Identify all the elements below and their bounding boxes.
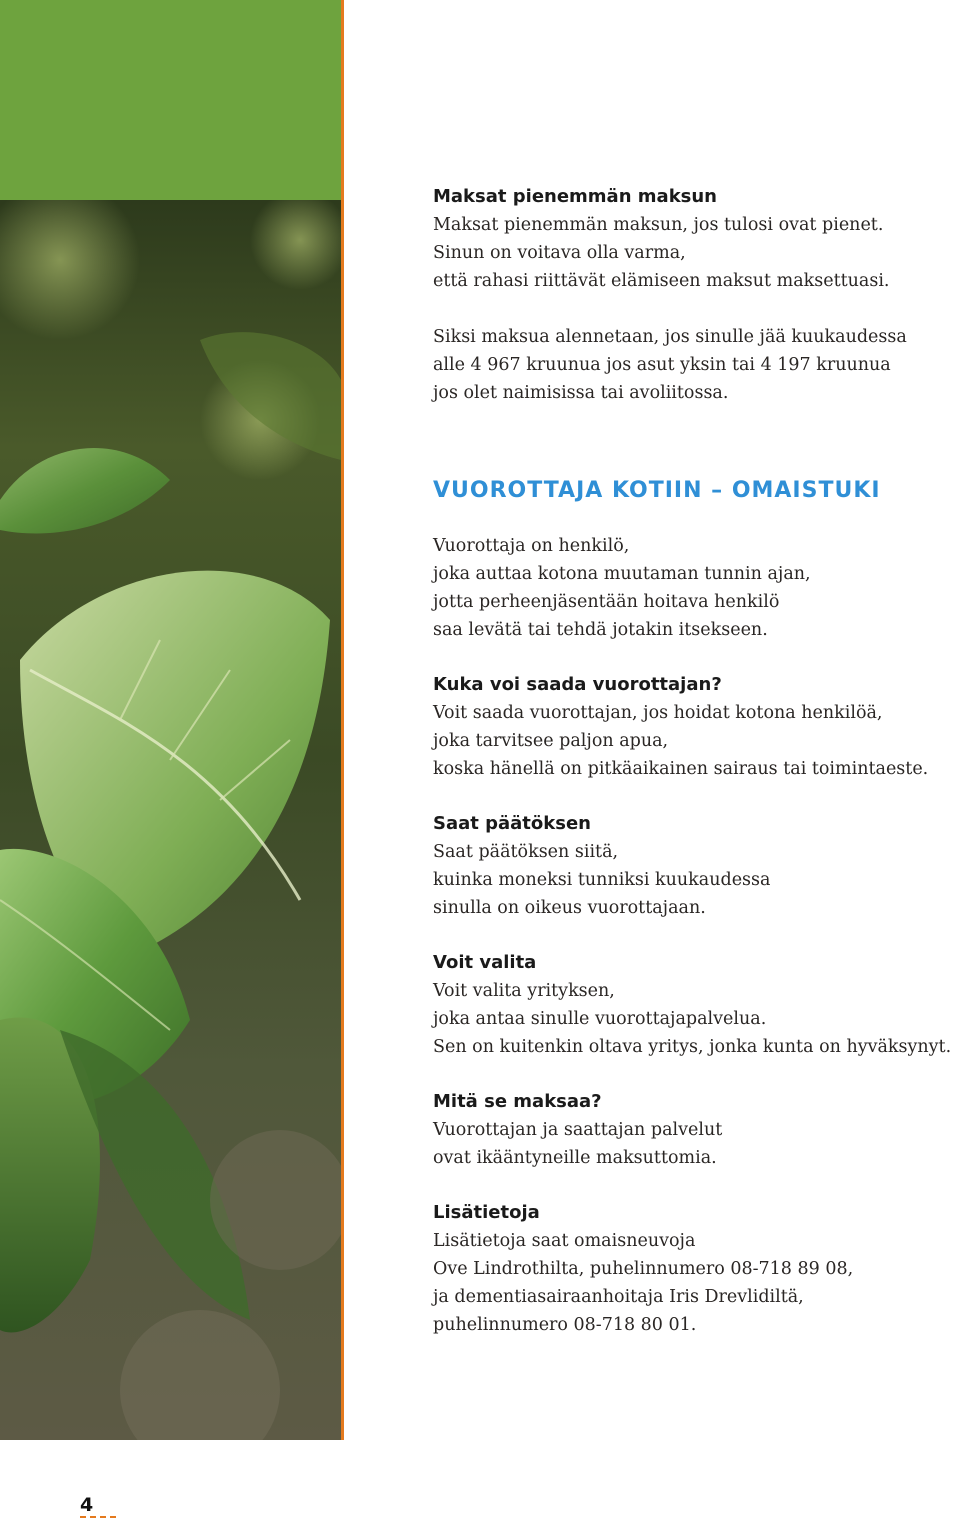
body-line: Siksi maksua alennetaan, jos sinulle jää kuukaudessa [433, 327, 907, 347]
body-line: että rahasi riittävät elämiseen maksut maksettuasi. [433, 271, 890, 291]
section-heading: Voit valita [433, 952, 537, 973]
body-line: joka auttaa kotona muutaman tunnin ajan, [433, 564, 811, 584]
leaf-photo [0, 200, 341, 1440]
body-line: Saat päätöksen siitä, [433, 842, 619, 862]
section-heading: Saat päätöksen [433, 813, 591, 834]
body-line: kuinka moneksi tunniksi kuukaudessa [433, 870, 771, 890]
body-line: jos olet naimisissa tai avoliitossa. [433, 383, 729, 403]
body-line: joka antaa sinulle vuorottajapalvelua. [433, 1009, 767, 1029]
body-line: saa levätä tai tehdä jotakin itsekseen. [433, 620, 768, 640]
body-line: puhelinnumero 08-718 80 01. [433, 1315, 697, 1335]
text-column [433, 183, 953, 1339]
body-line: Voit valita yrityksen, [433, 981, 615, 1001]
page-number: 4 [80, 1494, 94, 1516]
green-header-block [0, 0, 341, 200]
body-line: Sen on kuitenkin oltava yritys, jonka kunta on hyväksynyt. [433, 1037, 952, 1057]
body-line: Vuorottajan ja saattajan palvelut [433, 1120, 723, 1140]
orange-divider [341, 0, 344, 1440]
body-line: Maksat pienemmän maksun, jos tulosi ovat pienet. [433, 215, 884, 235]
body-line: Voit saada vuorottajan, jos hoidat kotona henkilöä, [433, 703, 883, 723]
body-line: Lisätietoja saat omaisneuvoja [433, 1231, 696, 1251]
page-number-underline [80, 1516, 116, 1518]
body-line: Ove Lindrothilta, puhelinnumero 08-718 89 08, [433, 1259, 854, 1279]
body-line: joka tarvitsee paljon apua, [433, 731, 669, 751]
section-heading: Kuka voi saada vuorottajan? [433, 674, 722, 695]
body-line: sinulla on oikeus vuorottajaan. [433, 898, 706, 918]
section-heading: Maksat pienemmän maksun [433, 186, 718, 207]
body-line: alle 4 967 kruunua jos asut yksin tai 4 197 kruunua [433, 355, 891, 375]
body-line: Sinun on voitava olla varma, [433, 243, 686, 263]
body-line: jotta perheenjäsentään hoitava henkilö [433, 592, 780, 612]
body-line: ja dementiasairaanhoitaja Iris Drevlidiltä, [433, 1287, 804, 1307]
body-line: koska hänellä on pitkäaikainen sairaus tai toimintaeste. [433, 759, 929, 779]
body-line: Vuorottaja on henkilö, [433, 536, 630, 556]
main-title: VUOROTTAJA KOTIIN – OMAISTUKI [433, 478, 881, 503]
leaf-illustration [0, 200, 341, 1440]
section-heading: Mitä se maksaa? [433, 1091, 602, 1112]
body-line: ovat ikääntyneille maksuttomia. [433, 1148, 717, 1168]
section-heading: Lisätietoja [433, 1202, 540, 1223]
